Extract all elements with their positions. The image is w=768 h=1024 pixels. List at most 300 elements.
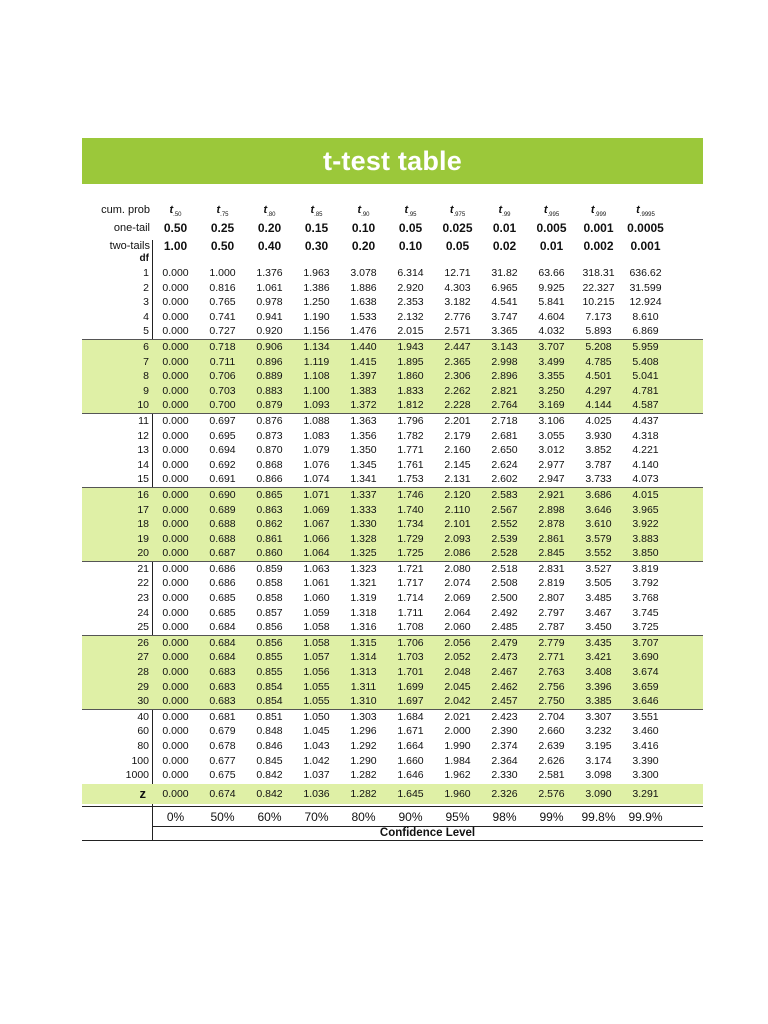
- two-tails-value: 0.30: [304, 239, 329, 253]
- table-cell: 8.610: [632, 310, 659, 323]
- table-cell: 0.765: [209, 296, 236, 309]
- table-cell: 2.179: [444, 429, 471, 442]
- table-cell: 2.845: [538, 547, 565, 560]
- table-cell: 0.000: [162, 325, 189, 338]
- table-cell: 1.415: [350, 355, 377, 368]
- table-cell: 3.250: [538, 384, 565, 397]
- df-value: 1000: [125, 769, 149, 782]
- table-cell: 2.518: [491, 562, 518, 575]
- df-value: 12: [137, 429, 149, 442]
- table-cell: 9.925: [538, 281, 565, 294]
- table-cell: 3.408: [585, 666, 612, 679]
- table-cell: 1.069: [303, 503, 330, 516]
- t-subscript: .95: [408, 212, 417, 219]
- table-cell: 0.000: [162, 710, 189, 723]
- table-cell: 1.717: [397, 577, 424, 590]
- table-cell: 3.707: [538, 340, 565, 353]
- table-cell: 3.745: [632, 606, 659, 619]
- table-cell: 0.677: [209, 754, 236, 767]
- table-cell: 0.000: [162, 458, 189, 471]
- table-cell: 2.552: [491, 518, 518, 531]
- z-value: 0.842: [256, 788, 283, 800]
- divider: [82, 840, 703, 841]
- table-cell: 2.306: [444, 370, 471, 383]
- table-cell: 1.296: [350, 725, 377, 738]
- table-cell: 6.314: [397, 267, 424, 279]
- table-cell: 1.000: [209, 267, 236, 279]
- table-cell: 0.858: [256, 577, 283, 590]
- two-tails-value: 1.00: [163, 239, 188, 253]
- t-subscript: .85: [314, 212, 323, 219]
- divider: [82, 806, 703, 807]
- df-value: 27: [137, 651, 149, 664]
- table-cell: 3.390: [632, 754, 659, 767]
- table-cell: 1.664: [397, 740, 424, 752]
- table-cell: 2.074: [444, 577, 471, 590]
- df-value: 4: [143, 310, 149, 323]
- table-cell: 0.700: [209, 399, 236, 412]
- table-cell: 2.101: [444, 518, 471, 531]
- table-cell: 2.045: [444, 680, 471, 693]
- table-cell: 2.069: [444, 592, 471, 605]
- t-subscript: .80: [267, 212, 276, 219]
- table-cell: 0.000: [162, 384, 189, 397]
- table-cell: 1.383: [350, 384, 377, 397]
- df-value: 22: [137, 577, 149, 590]
- table-cell: 2.787: [538, 621, 565, 634]
- table-row: [82, 694, 703, 709]
- table-cell: 0.000: [162, 547, 189, 560]
- table-cell: 0.854: [256, 680, 283, 693]
- df-value: 80: [137, 740, 149, 752]
- table-row: [82, 710, 703, 725]
- table-cell: 1.962: [444, 769, 471, 782]
- table-cell: 12.71: [444, 267, 471, 279]
- one-tail-value: 0.05: [398, 221, 423, 235]
- table-cell: 3.646: [585, 503, 612, 516]
- table-cell: 2.660: [538, 725, 565, 738]
- table-cell: 2.583: [491, 488, 518, 501]
- table-cell: 0.703: [209, 384, 236, 397]
- table-cell: 3.930: [585, 429, 612, 442]
- table-cell: 4.501: [585, 370, 612, 383]
- table-row: [82, 517, 703, 532]
- table-cell: 3.646: [632, 695, 659, 708]
- table-cell: 0.000: [162, 429, 189, 442]
- df-value: 11: [138, 414, 149, 427]
- df-value: 40: [137, 710, 149, 723]
- table-cell: 4.221: [632, 444, 659, 457]
- table-cell: 3.725: [632, 621, 659, 634]
- table-cell: 2.228: [444, 399, 471, 412]
- table-cell: 2.060: [444, 621, 471, 634]
- table-cell: 0.000: [162, 399, 189, 412]
- table-cell: 1.646: [397, 769, 424, 782]
- table-cell: 2.353: [397, 296, 424, 309]
- table-row: [82, 266, 703, 281]
- one-tail-value: 0.25: [210, 221, 235, 235]
- table-cell: 2.921: [538, 488, 565, 501]
- table-cell: 2.330: [491, 769, 518, 782]
- table-cell: 1.050: [303, 710, 330, 723]
- confidence-value: 98%: [492, 810, 517, 824]
- table-cell: 1.316: [350, 621, 377, 634]
- table-cell: 2.898: [538, 503, 565, 516]
- table-cell: 2.052: [444, 651, 471, 664]
- table-cell: 2.571: [444, 325, 471, 338]
- table-cell: 1.533: [350, 310, 377, 323]
- table-cell: 0.688: [209, 518, 236, 531]
- cum-prob-label: cum. prob: [101, 204, 150, 216]
- two-tails-value: 0.001: [630, 239, 661, 253]
- table-cell: 1.796: [397, 414, 424, 427]
- table-cell: 1.708: [397, 621, 424, 634]
- two-tails-value: 0.02: [492, 239, 517, 253]
- two-tails-row: [82, 238, 703, 254]
- t-table-document: [82, 138, 703, 264]
- table-cell: 4.144: [585, 399, 612, 412]
- table-cell: 0.856: [256, 621, 283, 634]
- two-tails-value: 0.20: [351, 239, 376, 253]
- table-cell: 0.000: [162, 592, 189, 605]
- table-cell: 1.057: [303, 651, 330, 664]
- two-tails-value: 0.10: [398, 239, 423, 253]
- table-cell: 3.707: [632, 636, 659, 649]
- table-cell: 4.587: [632, 399, 659, 412]
- table-cell: 0.711: [209, 355, 236, 368]
- table-row: [82, 458, 703, 473]
- table-cell: 0.863: [256, 503, 283, 516]
- table-cell: 2.131: [444, 473, 471, 486]
- table-cell: 0.684: [209, 651, 236, 664]
- z-value: 2.326: [491, 788, 518, 800]
- table-cell: 2.821: [491, 384, 518, 397]
- table-cell: 2.364: [491, 754, 518, 767]
- table-cell: 1.740: [397, 503, 424, 516]
- table-row: [82, 310, 703, 325]
- table-cell: 0.000: [162, 532, 189, 545]
- table-cell: 6.869: [632, 325, 659, 338]
- table-cell: 4.073: [632, 473, 659, 486]
- table-cell: 1.990: [444, 740, 471, 752]
- table-cell: 2.639: [538, 740, 565, 752]
- table-cell: 1.638: [350, 296, 377, 309]
- table-cell: 2.977: [538, 458, 565, 471]
- df-value: 20: [137, 547, 149, 560]
- table-cell: 0.000: [162, 503, 189, 516]
- table-cell: 1.066: [303, 532, 330, 545]
- table-cell: 3.819: [632, 562, 659, 575]
- table-row: [82, 355, 703, 370]
- table-cell: 1.042: [303, 754, 330, 767]
- table-cell: 0.870: [256, 444, 283, 457]
- table-row: [82, 606, 703, 621]
- table-cell: 3.055: [538, 429, 565, 442]
- table-cell: 0.883: [256, 384, 283, 397]
- table-cell: 1.055: [303, 680, 330, 693]
- table-cell: 2.093: [444, 532, 471, 545]
- table-cell: 4.303: [444, 281, 471, 294]
- table-cell: 3.792: [632, 577, 659, 590]
- z-value: 1.960: [444, 788, 471, 800]
- table-cell: 2.797: [538, 606, 565, 619]
- table-cell: 3.467: [585, 606, 612, 619]
- table-cell: 1.697: [397, 695, 424, 708]
- table-cell: 3.852: [585, 444, 612, 457]
- table-cell: 2.086: [444, 547, 471, 560]
- table-cell: 2.704: [538, 710, 565, 723]
- two-tails-value: 0.40: [257, 239, 282, 253]
- table-cell: 0.848: [256, 725, 283, 738]
- table-cell: 3.883: [632, 532, 659, 545]
- table-cell: 1.059: [303, 606, 330, 619]
- one-tail-value: 0.025: [442, 221, 473, 235]
- table-cell: 2.998: [491, 355, 518, 368]
- table-cell: 2.120: [444, 488, 471, 501]
- table-cell: 5.893: [585, 325, 612, 338]
- table-row: [82, 739, 703, 754]
- t-subscript: .999: [594, 212, 607, 219]
- z-row: [82, 784, 703, 804]
- table-cell: 2.365: [444, 355, 471, 368]
- table-cell: 0.855: [256, 666, 283, 679]
- table-cell: 2.718: [491, 414, 518, 427]
- table-cell: 3.499: [538, 355, 565, 368]
- table-cell: 2.539: [491, 532, 518, 545]
- table-cell: 1.079: [303, 444, 330, 457]
- table-cell: 0.889: [256, 370, 283, 383]
- table-cell: 0.857: [256, 606, 283, 619]
- table-cell: 2.831: [538, 562, 565, 575]
- table-cell: 2.262: [444, 384, 471, 397]
- table-row: [82, 503, 703, 518]
- table-cell: 0.000: [162, 621, 189, 634]
- table-cell: 2.473: [491, 651, 518, 664]
- table-cell: 0.689: [209, 503, 236, 516]
- table-cell: 0.684: [209, 621, 236, 634]
- table-cell: 3.143: [491, 340, 518, 353]
- table-cell: 1.323: [350, 562, 377, 575]
- table-cell: 1.060: [303, 592, 330, 605]
- table-cell: 2.581: [538, 769, 565, 782]
- table-cell: 3.690: [632, 651, 659, 664]
- table-cell: 0.868: [256, 458, 283, 471]
- table-row: [82, 650, 703, 665]
- table-cell: 4.140: [632, 458, 659, 471]
- table-cell: 63.66: [538, 267, 565, 279]
- table-cell: 1.833: [397, 384, 424, 397]
- df-value: 16: [137, 488, 149, 501]
- table-cell: 3.579: [585, 532, 612, 545]
- table-cell: 1.058: [303, 636, 330, 649]
- one-tail-label: one-tail: [113, 222, 150, 234]
- table-cell: 4.781: [632, 384, 659, 397]
- t-symbol: $t_{.90}$: [357, 204, 370, 219]
- df-value: 14: [137, 458, 149, 471]
- df-value: 8: [143, 370, 149, 383]
- table-cell: 1.782: [397, 429, 424, 442]
- table-cell: 0.683: [209, 680, 236, 693]
- table-cell: 0.846: [256, 740, 283, 752]
- z-value: 1.282: [350, 788, 377, 800]
- table-cell: 2.602: [491, 473, 518, 486]
- confidence-level-label: Confidence Level: [379, 827, 476, 839]
- table-cell: 1.895: [397, 355, 424, 368]
- table-cell: 0.851: [256, 710, 283, 723]
- table-cell: 0.718: [209, 340, 236, 353]
- table-cell: 0.706: [209, 370, 236, 383]
- table-cell: 2.681: [491, 429, 518, 442]
- table-cell: 2.528: [491, 547, 518, 560]
- table-cell: 4.318: [632, 429, 659, 442]
- table-row: [82, 340, 703, 355]
- z-value: 1.036: [303, 788, 330, 800]
- table-cell: 0.000: [162, 636, 189, 649]
- table-cell: 3.552: [585, 547, 612, 560]
- two-tails-value: 0.01: [539, 239, 564, 253]
- table-row: [82, 665, 703, 680]
- table-cell: 1.055: [303, 695, 330, 708]
- table-cell: 1.812: [397, 399, 424, 412]
- table-cell: 0.906: [256, 340, 283, 353]
- table-cell: 0.683: [209, 695, 236, 708]
- table-cell: 2.462: [491, 680, 518, 693]
- table-cell: 1.333: [350, 503, 377, 516]
- table-cell: 1.134: [303, 340, 330, 353]
- table-cell: 3.169: [538, 399, 565, 412]
- two-tails-label: two-tails: [109, 240, 150, 252]
- table-cell: 2.626: [538, 754, 565, 767]
- table-cell: 1.660: [397, 754, 424, 767]
- table-cell: 2.947: [538, 473, 565, 486]
- table-cell: 1.058: [303, 621, 330, 634]
- table-cell: 0.861: [256, 532, 283, 545]
- one-tail-value: 0.001: [583, 221, 614, 235]
- table-cell: 1.363: [350, 414, 377, 427]
- table-cell: 1.721: [397, 562, 424, 575]
- table-cell: 1.063: [303, 562, 330, 575]
- two-tails-value: 0.002: [583, 239, 614, 253]
- table-cell: 0.000: [162, 444, 189, 457]
- table-body: [82, 266, 703, 783]
- df-value: 3: [143, 296, 149, 309]
- confidence-value: 0%: [166, 810, 185, 824]
- table-cell: 2.479: [491, 636, 518, 649]
- t-symbol: $t_{.95}$: [404, 204, 417, 219]
- table-cell: 3.747: [491, 310, 518, 323]
- table-cell: 1.061: [303, 577, 330, 590]
- confidence-value: 90%: [398, 810, 423, 824]
- table-cell: 0.000: [162, 577, 189, 590]
- table-cell: 0.697: [209, 414, 236, 427]
- table-cell: 1.093: [303, 399, 330, 412]
- table-cell: 2.160: [444, 444, 471, 457]
- t-subscript: .975: [453, 212, 466, 219]
- table-cell: 4.437: [632, 414, 659, 427]
- table-cell: 1.984: [444, 754, 471, 767]
- table-cell: 2.447: [444, 340, 471, 353]
- table-cell: 6.965: [491, 281, 518, 294]
- table-cell: 1.156: [303, 325, 330, 338]
- table-cell: 2.896: [491, 370, 518, 383]
- table-cell: 0.690: [209, 488, 236, 501]
- table-cell: 318.31: [582, 267, 615, 279]
- table-cell: 0.727: [209, 325, 236, 338]
- table-cell: 2.048: [444, 666, 471, 679]
- df-value: 100: [131, 754, 149, 767]
- z-value: 2.576: [538, 788, 565, 800]
- table-cell: 3.450: [585, 621, 612, 634]
- table-cell: 1.190: [303, 310, 330, 323]
- df-value: 19: [137, 532, 149, 545]
- table-cell: 5.841: [538, 296, 565, 309]
- table-cell: 3.659: [632, 680, 659, 693]
- df-value: 7: [143, 355, 149, 368]
- table-cell: 2.467: [491, 666, 518, 679]
- table-cell: 0.000: [162, 606, 189, 619]
- table-row: [82, 532, 703, 547]
- table-cell: 3.421: [585, 651, 612, 664]
- table-cell: 2.763: [538, 666, 565, 679]
- table-cell: 1.037: [303, 769, 330, 782]
- t-symbol: $t_{.995}$: [543, 204, 560, 219]
- table-cell: 1.714: [397, 592, 424, 605]
- z-label: z: [139, 786, 146, 801]
- table-cell: 3.922: [632, 518, 659, 531]
- t-subscript: .9995: [639, 212, 655, 219]
- table-cell: 1.100: [303, 384, 330, 397]
- table-cell: 1.376: [256, 267, 283, 279]
- table-row: [82, 768, 703, 783]
- table-cell: 0.679: [209, 725, 236, 738]
- confidence-value: 80%: [351, 810, 376, 824]
- table-cell: 3.232: [585, 725, 612, 738]
- t-symbol: $t_{.999}$: [590, 204, 607, 219]
- table-row: [82, 369, 703, 384]
- table-cell: 1.061: [256, 281, 283, 294]
- df-value: 15: [137, 473, 149, 486]
- table-cell: 1.703: [397, 651, 424, 664]
- table-cell: 1.325: [350, 547, 377, 560]
- table-cell: 0.978: [256, 296, 283, 309]
- table-cell: 1.734: [397, 518, 424, 531]
- table-cell: 1.119: [303, 355, 330, 368]
- confidence-value: 95%: [445, 810, 470, 824]
- table-cell: 0.000: [162, 562, 189, 575]
- table-cell: 0.683: [209, 666, 236, 679]
- confidence-value: 99%: [539, 810, 564, 824]
- table-cell: 3.098: [585, 769, 612, 782]
- t-symbol: $t_{.75}$: [216, 204, 229, 219]
- table-cell: 3.385: [585, 695, 612, 708]
- df-value: 1: [143, 267, 149, 279]
- table-cell: 0.000: [162, 695, 189, 708]
- table-cell: 1.699: [397, 680, 424, 693]
- table-cell: 2.492: [491, 606, 518, 619]
- table-cell: 1.318: [350, 606, 377, 619]
- table-cell: 1.108: [303, 370, 330, 383]
- table-cell: 2.064: [444, 606, 471, 619]
- t-subscript: .75: [220, 212, 229, 219]
- table-cell: 1.328: [350, 532, 377, 545]
- table-cell: 1.292: [350, 740, 377, 752]
- table-cell: 0.692: [209, 458, 236, 471]
- table-cell: 1.753: [397, 473, 424, 486]
- df-value: 25: [137, 621, 149, 634]
- table-cell: 1.761: [397, 458, 424, 471]
- two-tails-value: 0.05: [445, 239, 470, 253]
- table-cell: 0.695: [209, 429, 236, 442]
